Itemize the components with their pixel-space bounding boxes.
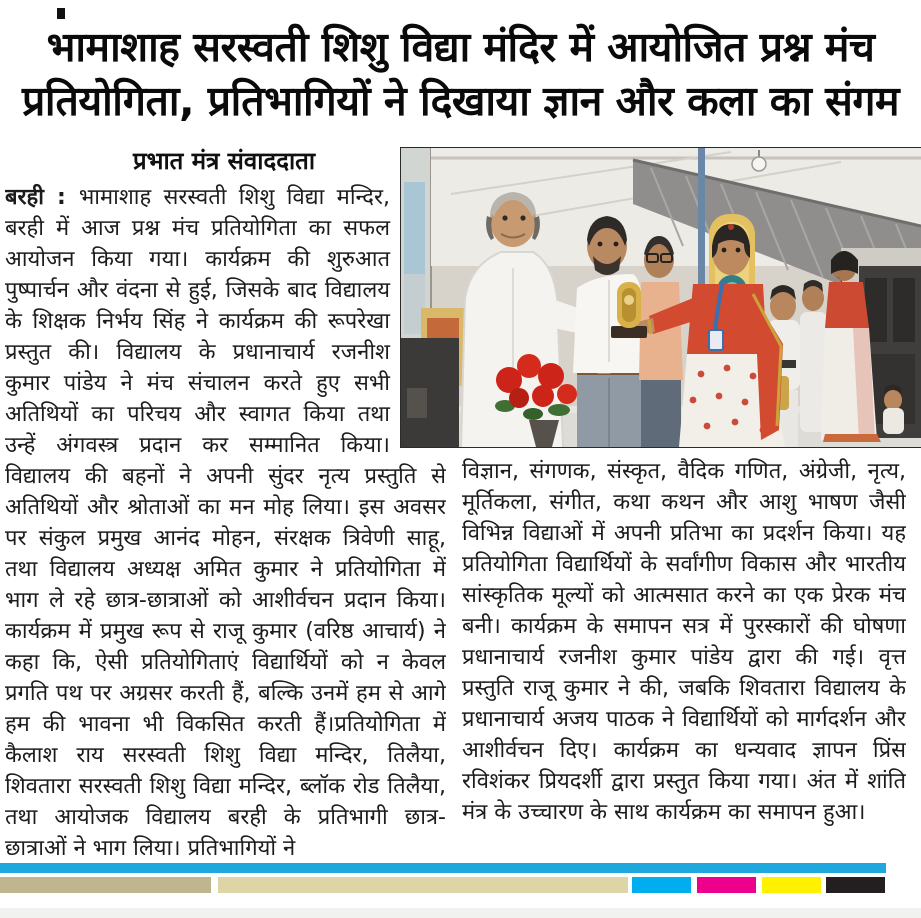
body-text-right: विज्ञान, संगणक, संस्कृत, वैदिक गणित, अंग्रेजी, नृत्य, मूर्तिकला, संगीत, कथा कथन और आशु भाषण जैसी विभिन्न विद्याओं में अपनी प्रतिभा का प्रदर्शन किया। यह प्रतियोगिता विद्यार्थियों के सर्वांगीण विकास और भारतीय सांस्कृतिक मूल्यों को आत्मसात करने का एक प्रेरक मंच बनी। कार्यक्रम के समापन सत्र में पुरस्कारों की घोषणा प्रधानाचार्य रजनीश कुमार पांडेय द्वारा की गई। वृत्त प्रस्तुति राजू कुमार ने की, जबकि शिवतारा विद्यालय के प्रधानाचार्य अजय पाठक ने विद्यार्थियों को मार्गदर्शन और आशीर्वचन दिए। कार्यक्रम का धन्यवाद ज्ञापन प्रिंस रविशंकर प्रियदर्शी द्वारा प्रस्तुत किया गया। अंत में शांति मंत्र के उच्चारण के साथ कार्यक्रम का समापन हुआ। (462, 459, 906, 825)
cmyk-patch-black (826, 877, 885, 893)
byline: प्रभात मंत्र संवाददाता (132, 147, 316, 175)
body-column-right (462, 456, 906, 866)
page-edge-strip (0, 908, 921, 918)
photo-wrap-spacer (390, 182, 446, 454)
body-column-left (5, 182, 446, 866)
cmyk-patch-magenta (697, 877, 756, 893)
cmyk-patch-cyan (632, 877, 691, 893)
dateline: बरही : (5, 185, 79, 210)
separator-rule-blue (0, 863, 886, 873)
article-photo-illustration (401, 148, 921, 447)
headline (0, 20, 921, 128)
article-photo (400, 147, 921, 448)
body-text-left: भामाशाह सरस्वती शिशु विद्या मन्दिर, बरही में आज प्रश्न मंच प्रतियोगिता का सफल आयोजन किया गया। कार्यक्रम की शुरुआत पुष्पार्चन और वंदना से हुई, जिसके बाद विद्यालय के शिक्षक निर्भय सिंह ने कार्यक्रम की रूपरेखा प्रस्तुत की। विद्यालय के प्रधानाचार्य रजनीश कुमार पांडेय ने मंच संचालन करते हुए सभी अतिथियों का परिचय और स्वागत किया तथा उन्हें अंगवस्त्र प्रदान कर सम्मानित किया। विद्यालय की बहनों ने अपनी सुंदर नृत्य प्रस्तुति से अतिथियों और श्रोताओं का मन मोह लिया। इस अवसर पर संकुल प्रमुख आनंद मोहन, संरक्षक त्रिवेणी साहू, तथा विद्यालय अध्यक्ष अमित कुमार ने प्रतियोगिता में भाग ले रहे छात्र-छात्राओं को आशीर्वचन प्रदान किया। कार्यक्रम में प्रमुख रूप से राजू कुमार (वरिष्ठ आचार्य) ने कहा कि, ऐसी प्रतियोगिताएं विद्यार्थियों को न केवल प्रगति पथ पर अग्रसर करती हैं, बल्कि उनमें हम से आगे हम की भावना भी विकसित करती हैं।प्रतियोगिता में कैलाश राय सरस्वती शिशु विद्या मन्दिर, तिलैया, शिवतारा सरस्वती शिशु विद्या मन्दिर, ब्लॉक रोड तिलैया, तथा आयोजक विद्यालय बरही के प्रतिभागी छात्र-छात्राओं ने भाग लिया। प्रतिभागियों ने (5, 185, 446, 861)
print-color-bar-khaki-light (218, 877, 628, 893)
cmyk-patch-yellow (762, 877, 821, 893)
registration-mark (57, 8, 65, 19)
headline-line-1: भामाशाह सरस्वती शिशु विद्या मंदिर में आयोजित प्रश्न मंच (46, 23, 875, 71)
headline-line-2: प्रतियोगिता, प्रतिभागियों ने दिखाया ज्ञान और कला का संगम (22, 77, 899, 125)
print-color-bar-khaki-dark (0, 877, 211, 893)
